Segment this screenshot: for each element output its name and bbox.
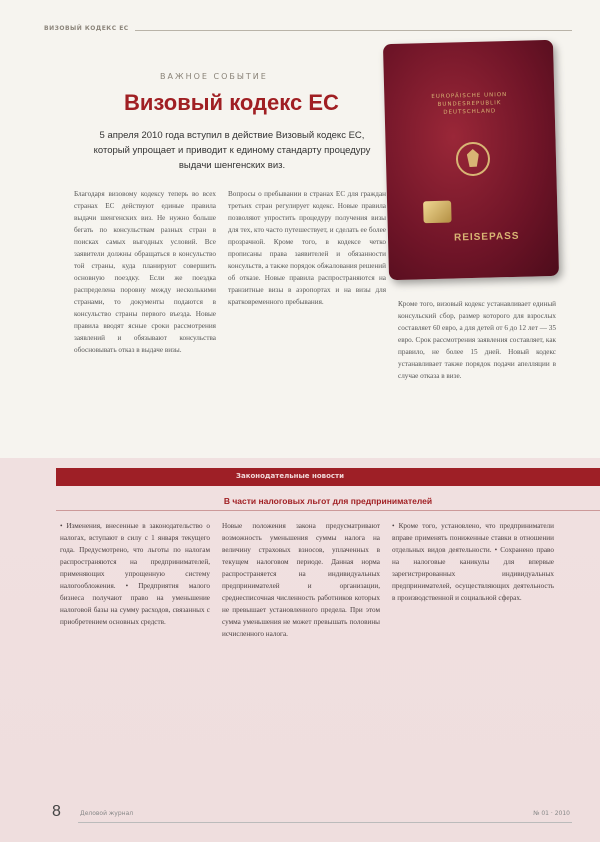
passport-label: REISEPASS bbox=[453, 230, 520, 244]
passport-line1: EUROPÄISCHE UNION bbox=[431, 92, 508, 101]
sidebar-subtitle: В части налоговых льгот для предпринимателей bbox=[223, 496, 433, 506]
article-column-2 bbox=[228, 188, 386, 308]
section-tag: ВИЗОВЫЙ КОДЕКС ЕС bbox=[44, 25, 135, 32]
sidebar-column-2-text: Новые положения закона предусматривают возможность уменьшения суммы налога на величину страховых взносов, уплаченных в текущем налоговом периоде. Данная норма распространяется на индивидуальных предпринимателей и организации, среднесписочная численность работников которых не превышает установленного предела. При этом сумма уменьшения не может превышать половины исчисленного налога. bbox=[222, 522, 380, 638]
footer-issue: № 01 · 2010 bbox=[533, 810, 570, 817]
sidebar-bar-label: Законодательные новости bbox=[236, 472, 344, 480]
article-kicker: ВАЖНОЕ СОБЫТИЕ bbox=[160, 72, 268, 81]
article-column-3-text: Кроме того, визовый кодекс устанавливает единый консульский сбор, размер которого для взрослых составляет 60 евро, а для детей от 6 до 12 лет — 35 евро. Срок рассмотрения заявления составляет, как правило, не более 15 дней. Новый кодекс устанавливает также порядок подачи апелляции в случае отказа в визе. bbox=[398, 300, 556, 380]
sidebar-column-3 bbox=[392, 520, 554, 604]
footer-publication: Деловой журнал bbox=[80, 810, 134, 817]
footer-rule bbox=[78, 822, 572, 823]
passport-text bbox=[414, 91, 525, 118]
article-column-1 bbox=[74, 188, 216, 356]
passport-line2: BUNDESREPUBLIK DEUTSCHLAND bbox=[437, 100, 502, 116]
sidebar-bar bbox=[56, 468, 600, 486]
sidebar-rule bbox=[56, 510, 600, 511]
article-title: Визовый кодекс ЕС bbox=[124, 90, 339, 115]
chip-icon bbox=[423, 201, 452, 224]
sidebar-column-1 bbox=[60, 520, 210, 628]
passport-photo bbox=[383, 40, 559, 280]
sidebar-column-3-text: • Кроме того, установлено, что предприниматели вправе применять пониженные ставки в отношении отдельных видов деятельности. • Сохранено право на налоговые каникулы для впервые зарегистрированных индивидуальных предпринимателей, осуществляющих деятельность в производственной и социальной сферах. bbox=[392, 522, 554, 602]
article-column-3 bbox=[398, 298, 556, 382]
sidebar-column-1-text: • Изменения, внесенные в законодательство о налогах, вступают в силу с 1 января текущего года. Предусмотрено, что льготы по налогам распространяются на предпринимателей, применяющих упрощенную систему налогообложения. • Предприятия малого бизнеса получают право на уменьшение налоговой базы на сумму расходов, связанных с приобретением основных средств. bbox=[60, 522, 210, 626]
page-number: 8 bbox=[52, 803, 61, 820]
article-column-1-text: Благодаря визовому кодексу теперь во всех странах ЕС действуют единые правила выдачи шенгенских виз. Не нужно больше бегать по консульствам разных стран в поисках самых выгодных условий. Все заявители должны обращаться в консульство той страны, куда планируют совершить основную поездку. Если же поездка распределена поровну между несколькими странами, то документы подаются в консульство страны первого въезда. Новые правила вводят ясные сроки рассмотрения заявлений и обязывают консульства обосновывать отказ в выдаче визы. bbox=[74, 190, 216, 354]
sidebar-column-2 bbox=[222, 520, 380, 640]
sidebar-background bbox=[0, 458, 600, 842]
article-column-2-text: Вопросы о пребывании в странах ЕС для граждан третьих стран регулирует кодекс. Новые правила позволяют упростить процедуру получения визы для тех, кто часто путешествует, и сделать ее более прозрачной. Кроме того, в кодексе четко прописаны права заявителей и обязанности консульств, а также порядок обжалования решений об отказе. Новые правила распространяются на транзитные визы в аэропортах и на визы для кратковременного пребывания. bbox=[228, 190, 386, 306]
article-lead: 5 апреля 2010 года вступил в действие Визовый кодекс ЕС, который упрощает и приводит к единому стандарту процедуру выдачи шенгенских виз. bbox=[93, 130, 371, 171]
eagle-emblem-icon bbox=[456, 142, 491, 177]
